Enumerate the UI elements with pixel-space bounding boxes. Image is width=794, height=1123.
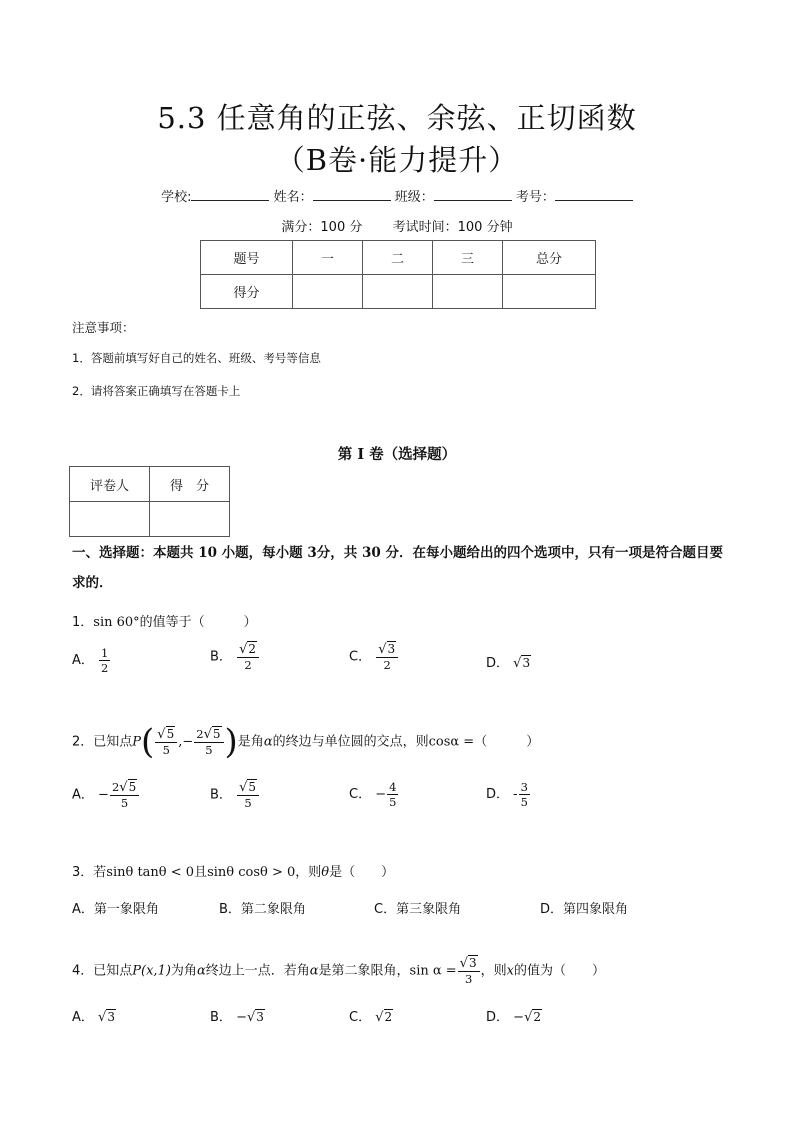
q4-option-b[interactable]: B． −√3	[210, 1010, 264, 1025]
fraction: $\frac{1}{2}$	[101, 646, 109, 675]
grader-cell[interactable]	[70, 502, 150, 537]
q2-option-c[interactable]: C． − $\frac{4}{5}$	[349, 780, 397, 809]
class-label: 班级：	[394, 190, 434, 205]
question-text: 是第二象限角，	[318, 963, 410, 979]
q1-option-a[interactable]	[72, 646, 111, 675]
question-text: ，则	[295, 865, 322, 880]
full-score-text: 满分：100 分	[281, 220, 363, 235]
score-cell[interactable]	[293, 275, 363, 309]
question-text: 的终边与单位圆的交点，则	[272, 734, 429, 750]
number-blank[interactable]	[555, 188, 633, 201]
option-label: B．	[210, 649, 232, 665]
q2-option-a[interactable]: A． − $\frac{2√5}{5}$	[72, 780, 140, 810]
q3-option-a[interactable]: A．第一象限角	[72, 902, 159, 917]
fraction: $\frac{√5}{5}$	[237, 780, 259, 810]
grader-table	[69, 466, 230, 537]
option-label: A．	[72, 1010, 94, 1025]
note-item: 2．请将答案正确填写在答题卡上	[72, 384, 241, 398]
school-blank[interactable]	[191, 188, 269, 201]
question-text: 终边上一点．若角	[205, 963, 310, 979]
option-label: B．	[210, 787, 232, 803]
question-text: 的值为（ ）	[513, 963, 605, 979]
page-title: 5.3 任意角的正弦、余弦、正切函数	[157, 101, 637, 135]
q4-option-a[interactable]	[72, 1006, 116, 1025]
question-text: 是（ ）	[329, 865, 395, 880]
math-expression: sinθ tanθ < 0	[106, 865, 195, 880]
option-label: D．	[486, 656, 510, 671]
q2-option-d[interactable]: D． - $\frac{3}{5}$	[486, 780, 528, 809]
question-text: 且	[194, 865, 208, 880]
question-text: 为角	[170, 963, 197, 979]
student-info-line	[0, 186, 794, 205]
score-header-cell: 总分	[503, 241, 596, 275]
question-4-stem	[72, 956, 605, 986]
score-header-cell: 三	[433, 241, 503, 275]
question-number: 3．若	[72, 865, 107, 880]
math-symbol: θ	[321, 865, 330, 880]
section-title: 第 I 卷（选择题）	[337, 446, 457, 463]
exam-time-text: 考试时间：100 分钟	[392, 220, 513, 235]
score-header-cell: 二	[363, 241, 433, 275]
fraction: $\frac{√5}{5}$	[155, 727, 177, 757]
math-symbol: α	[309, 963, 319, 979]
fraction: $\frac{3}{5}$	[520, 780, 528, 809]
fraction: $\frac{√3}{2}$	[376, 642, 398, 672]
math-expression: sin 60°	[93, 615, 140, 630]
number-label: 考号：	[515, 190, 555, 205]
fraction: $\frac{√3}{3}$	[458, 956, 480, 986]
school-label: 学校:	[161, 190, 192, 205]
q3-option-b[interactable]: B．第二象限角	[219, 902, 306, 917]
notes-heading: 注意事项：	[72, 320, 135, 335]
option-label: C．	[349, 1010, 372, 1025]
q3-option-d[interactable]: D．第四象限角	[540, 902, 629, 917]
math-expression: cosα =	[428, 734, 475, 750]
question-1-stem	[72, 611, 257, 630]
fraction: $\frac{2√5}{5}$	[110, 780, 139, 810]
radical: √3	[246, 1010, 264, 1025]
score-table	[200, 240, 596, 309]
radical: √3	[513, 656, 531, 671]
question-number: 4．已知点	[72, 963, 133, 979]
option-label: C．	[349, 649, 372, 665]
fraction: $\frac{2√5}{5}$	[194, 727, 223, 757]
q2-option-b[interactable]	[210, 780, 260, 810]
name-blank[interactable]	[313, 188, 391, 201]
grader-cell[interactable]	[150, 502, 230, 537]
q3-option-c[interactable]: C．第三象限角	[374, 902, 462, 917]
score-header-cell: 一	[293, 241, 363, 275]
radical: √2	[375, 1010, 393, 1025]
class-blank[interactable]	[434, 188, 512, 201]
math-expression: sin α =	[409, 963, 457, 979]
option-label: D．	[486, 787, 510, 802]
question-text: 是角	[237, 734, 264, 750]
question-3-stem	[72, 861, 394, 880]
option-label: A．	[72, 787, 94, 803]
question-2-stem: 2．已知点P( $\frac{√5}{5}$ ,− $\frac{2√5}{5}$ )是角α的终边与单位圆的交点，则cosα =（ ）	[72, 722, 540, 762]
grader-header-cell: 得 分	[150, 467, 230, 502]
math-symbol: x	[506, 963, 514, 979]
option-label: C．	[349, 787, 372, 802]
question-text: 的值等于（ ）	[139, 615, 257, 630]
page-subtitle: （B卷·能力提升）	[275, 143, 519, 177]
q4-option-d[interactable]: D． −√2	[486, 1010, 541, 1025]
q1-option-b[interactable]	[210, 642, 260, 672]
radical: √2	[524, 1010, 541, 1025]
math-expression: sinθ cosθ > 0	[207, 865, 296, 880]
q1-option-d[interactable]	[486, 652, 531, 671]
score-cell[interactable]	[433, 275, 503, 309]
option-label: D．	[486, 1010, 510, 1025]
section-instruction: 一、选择题：本题共 10 小题，每小题 3分，共 30 分．在每小题给出的四个选项中，只有一项是符合题目要求的．	[72, 545, 723, 591]
score-cell[interactable]	[363, 275, 433, 309]
question-text: ，则	[480, 963, 507, 979]
fraction: $\frac{√2}{2}$	[237, 642, 259, 672]
option-label: A．	[72, 653, 94, 668]
question-number: 2．已知点	[72, 734, 133, 750]
name-label: 姓名：	[273, 190, 313, 205]
fraction: $\frac{4}{5}$	[389, 780, 397, 809]
math-symbol: α	[196, 963, 206, 979]
radical: √3	[98, 1010, 115, 1025]
score-row-label: 得分	[201, 275, 293, 309]
grader-header-cell: 评卷人	[70, 467, 150, 502]
note-item: 1．答题前填写好自己的姓名、班级、考号等信息	[72, 351, 321, 365]
exam-meta	[0, 216, 794, 235]
math-point: P(x,1)	[132, 963, 171, 979]
question-number: 1．	[72, 615, 94, 630]
math-point: P	[132, 734, 142, 750]
question-text: （ ）	[474, 734, 540, 750]
option-label: B．	[210, 1010, 232, 1025]
math-symbol: α	[263, 734, 273, 750]
score-header-cell: 题号	[201, 241, 293, 275]
q1-option-c[interactable]	[349, 642, 399, 672]
score-cell[interactable]	[503, 275, 596, 309]
q4-option-c[interactable]	[349, 1006, 393, 1025]
